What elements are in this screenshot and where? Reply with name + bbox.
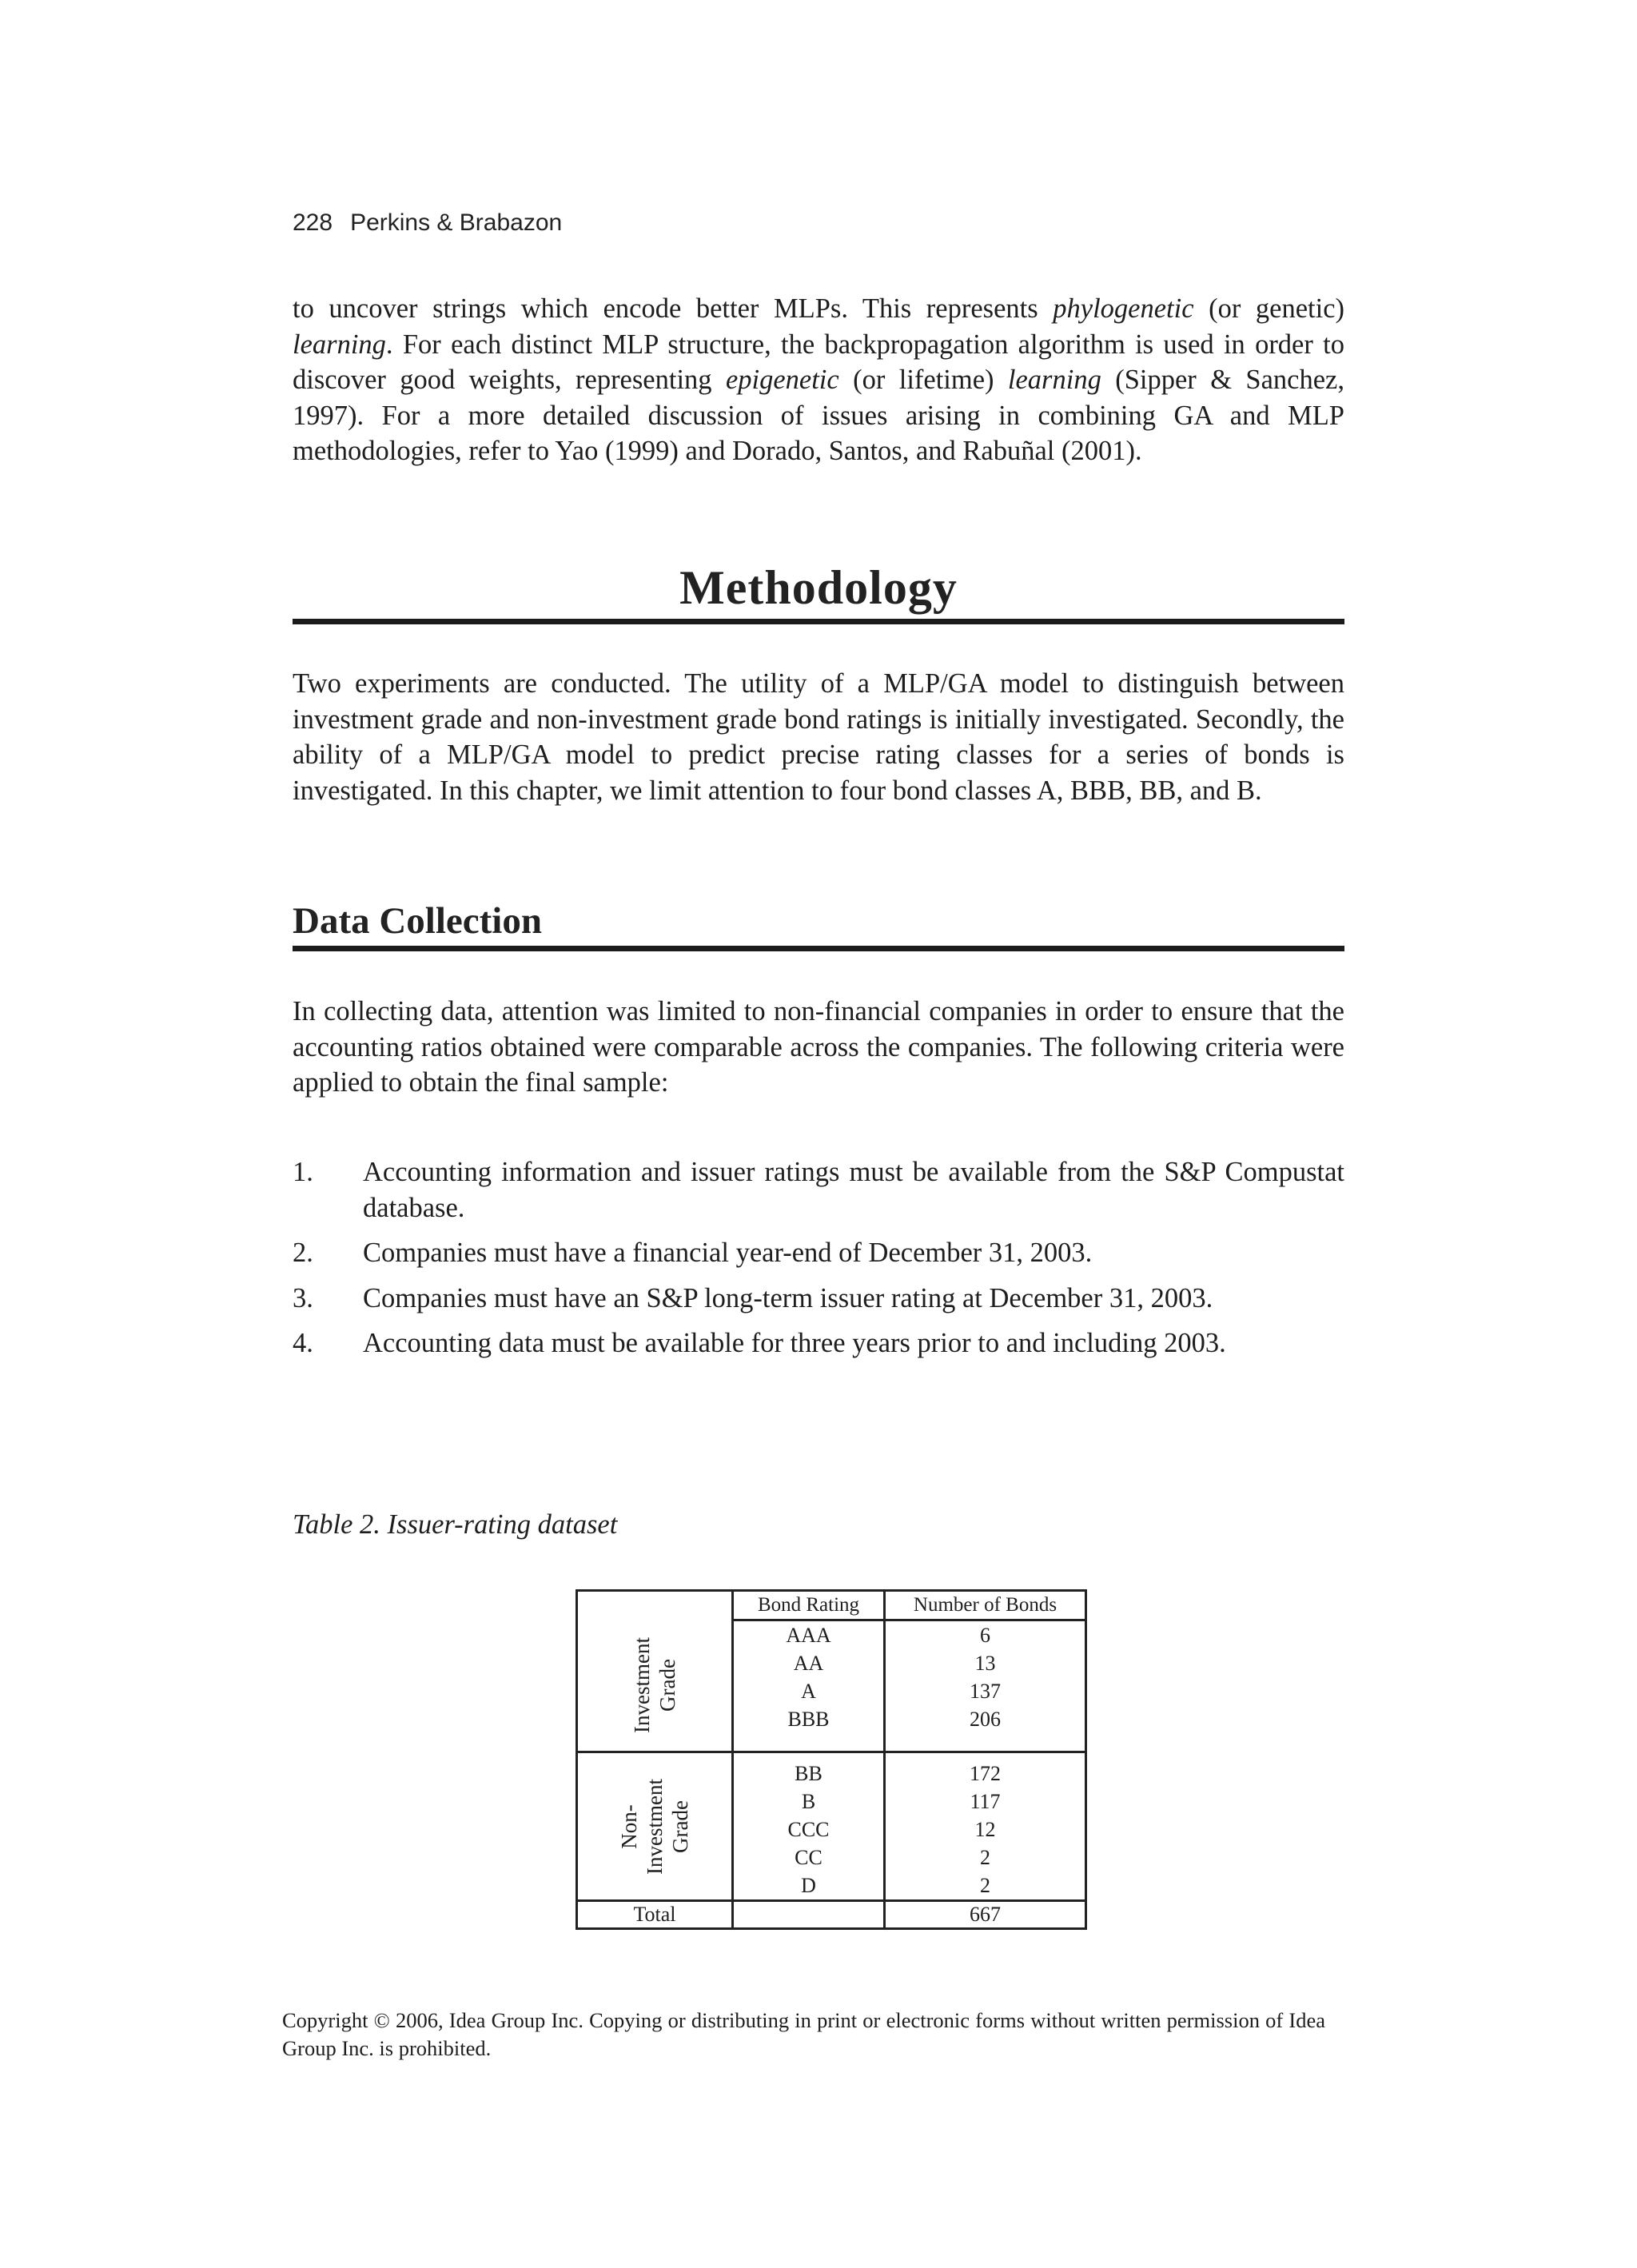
emphasis-phylogenetic: phylogenetic <box>1053 293 1194 324</box>
bond-rating-header: Bond Rating <box>733 1591 885 1620</box>
investment-counts: 6 13 137 206 <box>885 1620 1086 1752</box>
copyright-notice: Copyright © 2006, Idea Group Inc. Copying or distributing in print or electronic forms without written permission of Idea Group Inc. is prohibited. <box>282 2008 1325 2060</box>
emphasis-learning: learning <box>1007 365 1101 395</box>
total-label: Total <box>577 1901 733 1929</box>
issuer-rating-table <box>576 1589 1087 1930</box>
intro-text: (or genetic) <box>1193 293 1344 324</box>
investment-ratings: AAA AA A BBB <box>733 1620 885 1752</box>
running-header <box>293 209 562 237</box>
intro-text: (or lifetime) <box>838 365 1008 395</box>
investment-grade-label: Investment Grade <box>630 1637 679 1734</box>
total-row <box>577 1901 1086 1929</box>
list-number: 1. <box>293 1157 313 1187</box>
list-number: 3. <box>293 1282 313 1313</box>
list-item <box>293 1154 1344 1226</box>
list-text: Companies must have a financial year-end of December 31, 2003. <box>363 1238 1093 1268</box>
intro-paragraph <box>293 291 1344 469</box>
emphasis-epigenetic: epigenetic <box>725 365 839 395</box>
table-row <box>577 1752 1086 1901</box>
criteria-list <box>293 1154 1344 1371</box>
intro-text: to uncover strings which encode better MLPs. This represents <box>293 293 1053 324</box>
methodology-paragraph: Two experiments are conducted. The utility of a MLP/GA model to distinguish between investment grade and non-investment grade bond ratings is initially investigated. Secondly, the ability of a MLP/GA model to predict precise rating classes for a series of bonds is investigated. In this chapter, we limit attention to four bond classes A, BBB, BB, and B. <box>293 668 1344 806</box>
running-head: Perkins & Brabazon <box>350 209 563 236</box>
list-item <box>293 1235 1344 1271</box>
number-of-bonds-header: Number of Bonds <box>885 1591 1086 1620</box>
table-header-row <box>577 1591 1086 1620</box>
page-number: 228 <box>293 209 333 236</box>
total-value: 667 <box>885 1901 1086 1929</box>
intro-text: (Sipper & Sanchez, 1997). For a more detailed discussion of issues arising in combining GA and MLP methodologies, refer to Yao (1999) and Dorado, Santos, and Rabuñal (2001). <box>293 365 1344 466</box>
data-collection-paragraph: In collecting data, attention was limited to non-financial companies in order to ensure that the accounting ratios obtained were comparable across the companies. The following criteria were applied to obtain the final sample: <box>293 996 1344 1098</box>
data-collection-heading: Data Collection <box>293 900 542 942</box>
emphasis-learning: learning <box>293 329 386 360</box>
list-item <box>293 1281 1344 1317</box>
total-empty-cell <box>733 1901 885 1929</box>
non-investment-grade-label: Non- Investment Grade <box>617 1778 692 1875</box>
methodology-heading: Methodology <box>679 561 958 614</box>
investment-grade-cell <box>577 1620 733 1752</box>
list-number: 2. <box>293 1238 313 1268</box>
list-text: Accounting data must be available for three years prior to and including 2003. <box>363 1328 1226 1358</box>
non-investment-ratings: BB B CCC CC D <box>733 1752 885 1901</box>
subheading-rule <box>293 946 1344 951</box>
list-number: 4. <box>293 1328 313 1358</box>
non-investment-grade-cell <box>577 1752 733 1901</box>
list-text: Companies must have an S&P long-term issuer rating at December 31, 2003. <box>363 1282 1213 1313</box>
list-item <box>293 1325 1344 1361</box>
non-investment-counts: 172 117 12 2 2 <box>885 1752 1086 1901</box>
intro-text: . For each distinct MLP structure, the backpropagation algorithm is used in order to discover good weights, representing <box>293 329 1344 395</box>
table-caption: Table 2. Issuer-rating dataset <box>293 1509 618 1540</box>
table-row <box>577 1620 1086 1752</box>
group-header-cell <box>577 1591 733 1620</box>
list-text: Accounting information and issuer ratings must be available from the S&P Compustat database. <box>363 1157 1344 1223</box>
heading-rule <box>293 619 1344 624</box>
